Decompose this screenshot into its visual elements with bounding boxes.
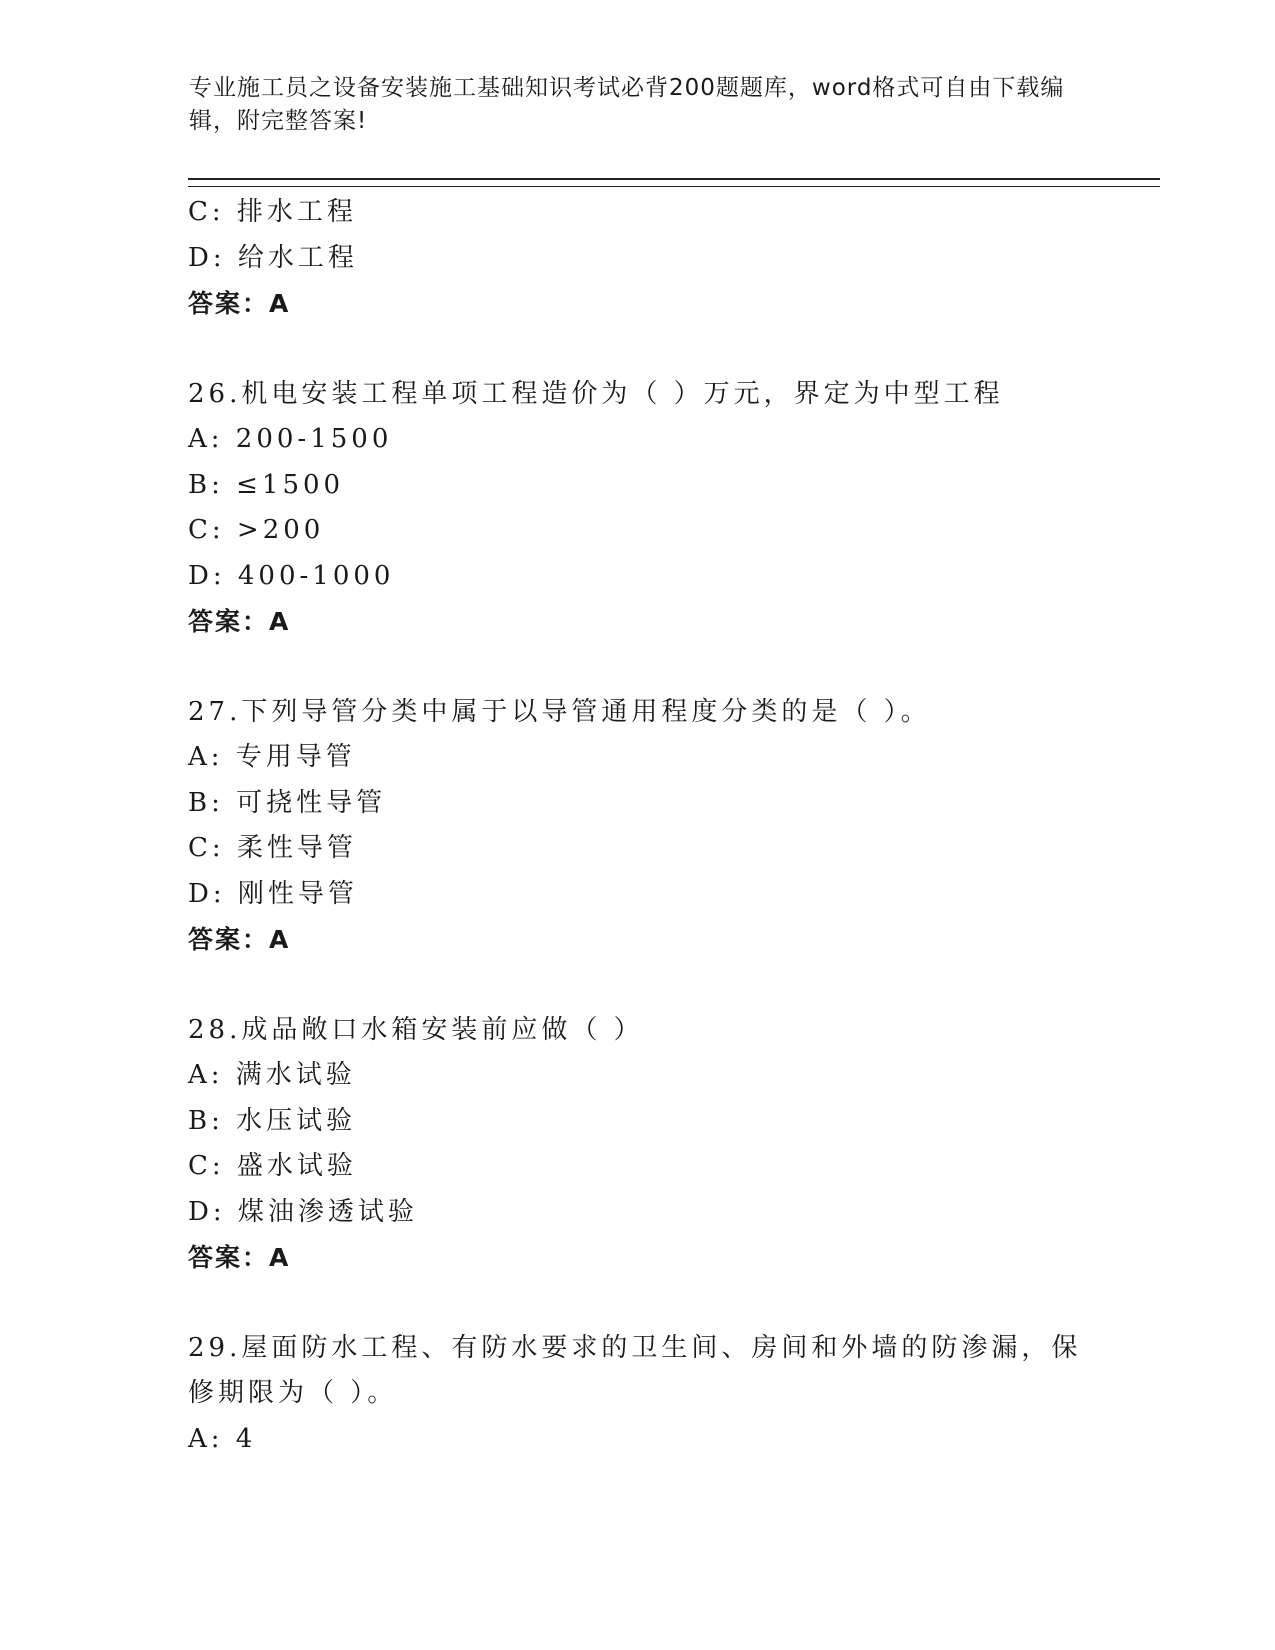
option-text: C: 盛水试验 [188,1151,357,1181]
answer-text: 答案：A [188,289,291,318]
option-text: D: 刚性导管 [188,878,358,909]
option-text: B: 可挠性导管 [188,787,387,818]
page-header-title: 专业施工员之设备安装施工基础知识考试必背200题题库，word格式可自由下载编辑，附完整答案! [189,75,1065,134]
question-text: 27.下列导管分类中属于以导管通用程度分类的是（ ）。 [188,696,931,727]
option-text: A: 4 [188,1423,257,1454]
header-divider [188,178,1160,187]
option-text: C: 柔性导管 [188,833,357,863]
option-text: A: 200-1500 [188,424,393,454]
question-text: 26.机电安装工程单项工程造价为（ ）万元，界定为中型工程 [188,378,1004,409]
option-text: D: 400-1000 [188,560,395,591]
spacer [188,963,1088,1008]
spacer [188,645,1088,690]
question-text: 29.屋面防水工程、有防水要求的卫生间、房间和外墙的防渗漏，保修期限为（ ）。 [188,1332,1082,1408]
option-text: C: >200 [188,515,325,545]
option-text: D: 煤油渗透试验 [188,1196,418,1227]
spacer [188,1281,1088,1326]
spacer [188,327,1088,372]
answer-text: 答案：A [188,1243,291,1272]
answer-text: 答案：A [188,925,291,954]
option-text: D: 给水工程 [188,242,358,273]
answer-text: 答案：A [188,607,291,636]
question-list [188,190,1088,1462]
option-text: B: ≤1500 [188,469,345,500]
option-text: A: 满水试验 [188,1060,356,1090]
question-text: 28.成品敞口水箱安装前应做（ ） [188,1014,644,1045]
option-text: B: 水压试验 [188,1105,357,1136]
option-text: C: 排水工程 [188,197,357,227]
option-text: A: 专用导管 [188,742,356,772]
